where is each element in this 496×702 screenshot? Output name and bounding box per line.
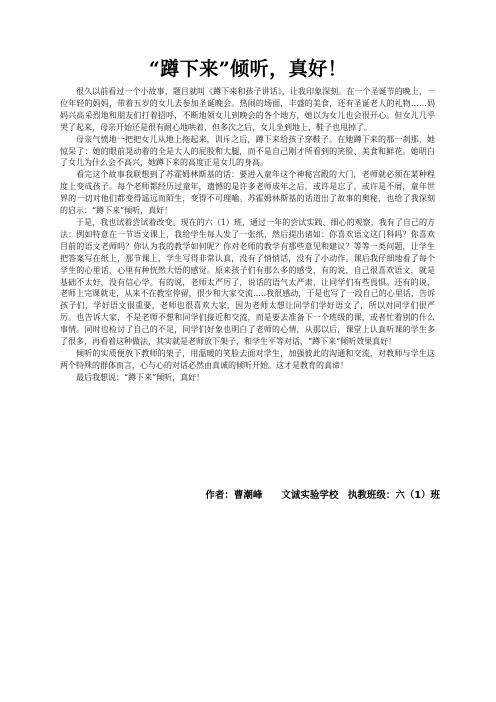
author-line: 作者：曹潮峰 文诚实验学校 执教班级：六（1）班 xyxy=(205,490,440,501)
paragraph-conclusion: 最后我想说：“蹲下来”倾听，真好！ xyxy=(76,372,205,382)
article-title: “蹲下来”倾听，真好！ xyxy=(148,58,348,80)
paragraph-reflection: 看完这个故事我联想到了苏霍姆林斯基的话：要进入童年这个神秘宫殿的大门，老师就必须在某种程度上变成孩子。每个老师都经历过童年，遗憾的是许多老师成年之后，或许是忘了，或许是不屑，童年世界的一切对他们都变得遥远而陌生，变得不可理喻。苏霍姆林斯基的话道出了故事的奥秘，也给了我深刻的启示：“蹲下来”倾听，真好！ xyxy=(60,170,435,216)
paragraph-story-ending: 母亲气愤地一把把女儿从地上拖起来，训斥之后，蹲下来给孩子穿鞋子。在她蹲下来的那一刹那，她惊呆了：她的眼前晃动着的全是大人的屁股和大腿，而不是自己刚才所看到的笑脸、美食和鲜花。她明白了女儿为什么会不高兴，她蹲下来的高度正是女儿的身高。 xyxy=(60,134,435,168)
paragraph-essence: 倾听的实质便放下教师的架子，用温暖的笑脸去面对学生，加强彼此的沟通和交流，对教师与学生这两个特殊的群体而言，心与心的对话必然由真诚的倾听开始。这才是教育的真谛！ xyxy=(60,348,435,370)
article-body xyxy=(60,86,435,384)
paragraph-practice: 于是，我也试着尝试着改变。现在的六（1）班，通过一年的尝试实践、细心的观察，我有了自己的方法：例如特意在一节语文课上，我给学生每人发了一张纸，然后提出诸如：你喜欢语文这门科吗？你喜欢目前的语文老师吗？你认为我的教学如何呢？你对老师的教学有那些意见和建议？等等一类问题，让学生把答案写在纸上，那节课上，学生写得非常认真，没有了悄悄话，没有了小动作。课后我仔细地看了每个学生的心里话，心里有种恍然大悟的感觉。原来孩子们有那么多的感受，有的说，自己很喜欢语文，就是基础不太好，没有信心学。有的说，老师太严厉了，说话的语气太严肃，让同学们有些畏惧。还有的说，老师上完课就走，从来不在教室停留，很少和大家交流…..我很感动，于是也写了一段自己的心里话，告诉孩子们，学好语文很重要，老师也很喜欢大家，因为老师太想让同学们学好语文了，所以对同学们很严厉。也告诉大家，不是老师不想和同学们接近和交流，而是要去准备下一个班级的课，或者忙着别的什么事情。同时也检讨了自己的不足，同学们好象也明白了老师的心情，从那以后，课堂上认真听课的学生多了很多，再看着这种做法，其实就是老师放下架子，和学生平等对话，“蹲下来“倾听效果真好！ xyxy=(60,217,435,347)
paragraph-story-intro: 很久以前看过一个小故事，题目就叫《蹲下来和孩子讲话》，让我印象深刻。在一个圣诞节的晚上，一位年轻的妈妈，带着五岁的女儿去参加圣诞晚会。热闹的场面，丰盛的美食，还有圣诞老人的礼物……妈妈兴高采烈地和朋友们打着招呼，不断地领女儿到晚会的各个地方，她以为女儿也会很开心。但女儿几乎哭了起来，母亲开始还是很有耐心地哄着，但多次之后，女儿坐到地上，鞋子也甩掉了。 xyxy=(60,87,435,132)
